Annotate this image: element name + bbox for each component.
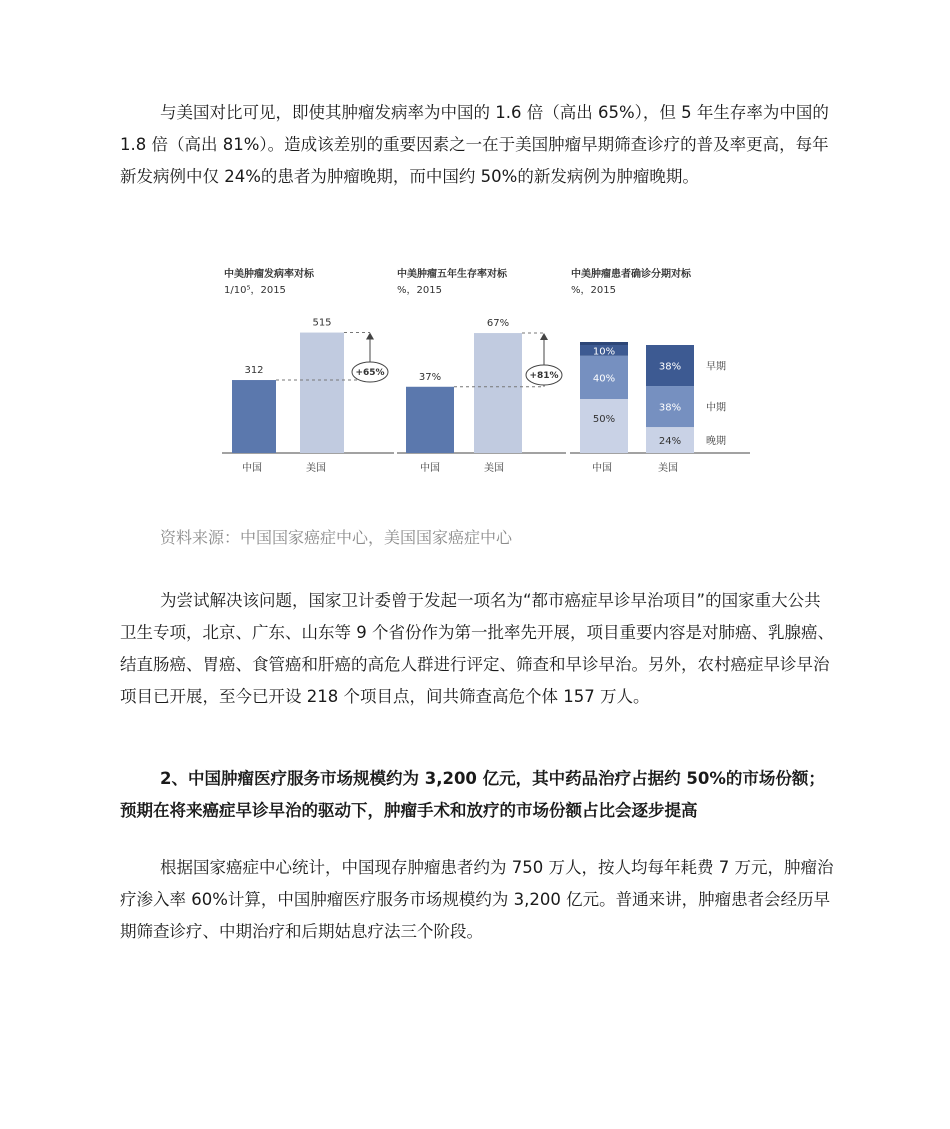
chart2-subtitle: %，2015	[397, 285, 442, 296]
chart3-stage-label-late: 晚期	[706, 436, 726, 448]
chart1-arrow-head	[366, 333, 374, 340]
comparison-figure	[210, 258, 760, 492]
chart1-bar-china	[232, 380, 276, 453]
chart1-title: 中美肿瘤发病率对标	[224, 269, 314, 280]
chart3-china-top-cap	[580, 342, 628, 345]
chart2-category-us: 美国	[484, 463, 504, 474]
chart1-category-china: 中国	[242, 463, 262, 474]
chart3-category-us: 美国	[658, 463, 678, 474]
chart3-subtitle: %，2015	[571, 285, 616, 296]
chart3-title: 中美肿瘤患者确诊分期对标	[571, 269, 691, 280]
chart3-us-mid-label: 38%	[658, 402, 682, 414]
chart3-us-early-label: 38%	[658, 361, 682, 373]
chart2-arrow-head	[540, 333, 548, 340]
chart2-title: 中美肿瘤五年生存率对标	[397, 269, 507, 280]
chart3-us-late-label: 24%	[658, 436, 682, 448]
chart3-china-mid-label: 40%	[592, 373, 616, 385]
chart2-diff-text: +81%	[529, 371, 559, 381]
paragraph-market-size: 根据国家癌症中心统计，中国现存肿瘤患者约为 750 万人，按人均每年耗费 7 万元，肿瘤治疗渗入率 60%计算，中国肿瘤医疗服务市场规模约为 3,200 亿元。普通来讲，肿瘤患者会经历早期筛查诊疗、中期治疗和后期姑息疗法三个阶段。	[120, 858, 834, 941]
chart1-diff-text: +65%	[355, 368, 385, 378]
chart3-stage-label-early: 早期	[706, 361, 726, 373]
figure-source: 资料来源：中国国家癌症中心，美国国家癌症中心	[160, 528, 513, 547]
chart2-bar-us	[474, 333, 522, 453]
chart3-stage-label-mid: 中期	[706, 402, 726, 414]
chart2-value-label-us: 67%	[486, 318, 510, 330]
chart1-category-us: 美国	[306, 463, 326, 474]
chart3-china-late-segment	[580, 399, 628, 453]
chart1-subtitle: 1/10⁵，2015	[224, 285, 286, 296]
chart2-value-label-china: 37%	[418, 371, 442, 383]
paragraph-screening-project: 为尝试解决该问题，国家卫计委曾于发起一项名为“都市癌症早诊早治项目”的国家重大公共卫生专项，北京、广东、山东等 9 个省份作为第一批率先开展，项目重要内容是对肺癌、乳腺癌、结直肠癌、胃癌、食管癌和肝癌的高危人群进行评定、筛查和早诊早治。另外，农村癌症早诊早治项目已开展，至今已开设 218 个项目点，间共筛查高危个体 157 万人。	[120, 591, 834, 706]
chart1-value-label-us: 515	[312, 317, 332, 329]
chart1-bar-us	[300, 333, 344, 453]
comparison-charts-svg	[210, 258, 760, 492]
chart3-category-china: 中国	[592, 463, 612, 474]
chart1-value-label-china: 312	[244, 365, 264, 377]
chart2-category-china: 中国	[420, 463, 440, 474]
paragraph-comparison: 与美国对比可见，即使其肿瘤发病率为中国的 1.6 倍（高出 65%），但 5 年生存率为中国的 1.8 倍（高出 81%）。造成该差别的重要因素之一在于美国肿瘤早期筛查诊疗的普及率更高，每年新发病例中仅 24%的患者为肿瘤晚期，而中国约 50%的新发病例为肿瘤晚期。	[120, 103, 829, 186]
section-heading: 2、中国肿瘤医疗服务市场规模约为 3,200 亿元，其中药品治疗占据约 50%的市场份额；预期在将来癌症早诊早治的驱动下，肿瘤手术和放疗的市场份额占比会逐步提高	[120, 769, 825, 820]
chart3-china-late-label: 50%	[592, 414, 616, 425]
chart3-china-early-label: 10%	[592, 346, 616, 358]
chart2-bar-china	[406, 387, 454, 453]
